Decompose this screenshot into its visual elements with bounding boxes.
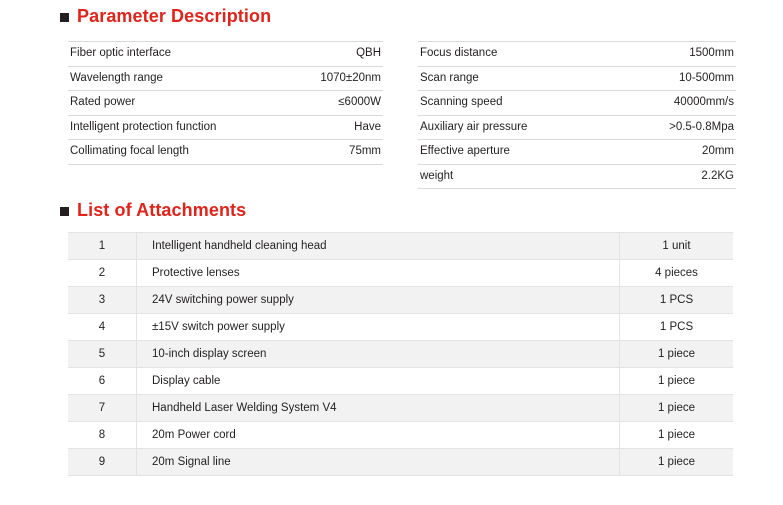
attachment-quantity: 1 piece <box>620 368 734 395</box>
spec-value: 2.2KG <box>614 164 736 189</box>
square-bullet-icon <box>60 207 69 216</box>
table-row <box>68 314 733 341</box>
table-row <box>418 91 736 116</box>
attachment-name: ±15V switch power supply <box>137 314 620 341</box>
table-row <box>68 287 733 314</box>
spec-label: Fiber optic interface <box>68 42 288 67</box>
attachment-index: 7 <box>68 395 137 422</box>
table-row <box>418 42 736 67</box>
attachment-name: Handheld Laser Welding System V4 <box>137 395 620 422</box>
attachment-name: Intelligent handheld cleaning head <box>137 233 620 260</box>
attachment-quantity: 1 piece <box>620 395 734 422</box>
spec-value: 1070±20nm <box>288 66 383 91</box>
spec-label: Intelligent protection function <box>68 115 288 140</box>
spec-label: Wavelength range <box>68 66 288 91</box>
attachment-index: 9 <box>68 449 137 476</box>
attachment-quantity: 1 PCS <box>620 287 734 314</box>
attachment-name: 20m Signal line <box>137 449 620 476</box>
spec-value: ≤6000W <box>288 91 383 116</box>
spec-value: 20mm <box>614 140 736 165</box>
attachment-quantity: 1 unit <box>620 233 734 260</box>
table-row <box>68 449 733 476</box>
attachment-index: 1 <box>68 233 137 260</box>
table-row <box>68 341 733 368</box>
section-heading-attachments <box>60 200 246 221</box>
attachment-name: Display cable <box>137 368 620 395</box>
attachment-index: 3 <box>68 287 137 314</box>
spec-value: Have <box>288 115 383 140</box>
spec-label: Effective aperture <box>418 140 614 165</box>
attachment-quantity: 1 piece <box>620 449 734 476</box>
spec-label: Collimating focal length <box>68 140 288 165</box>
attachment-name: Protective lenses <box>137 260 620 287</box>
table-row <box>418 140 736 165</box>
table-row <box>68 66 383 91</box>
section-heading-parameter <box>60 6 271 27</box>
spec-label: Scan range <box>418 66 614 91</box>
table-row <box>68 260 733 287</box>
attachment-index: 2 <box>68 260 137 287</box>
attachment-quantity: 4 pieces <box>620 260 734 287</box>
attachment-index: 6 <box>68 368 137 395</box>
spec-value: 75mm <box>288 140 383 165</box>
spec-value: 40000mm/s <box>614 91 736 116</box>
table-row <box>68 368 733 395</box>
table-row <box>418 115 736 140</box>
attachment-name: 10-inch display screen <box>137 341 620 368</box>
attachments-table <box>68 232 733 476</box>
attachment-quantity: 1 PCS <box>620 314 734 341</box>
table-row <box>68 91 383 116</box>
spec-label: Auxiliary air pressure <box>418 115 614 140</box>
attachment-quantity: 1 piece <box>620 422 734 449</box>
square-bullet-icon <box>60 13 69 22</box>
section-title-text: Parameter Description <box>77 6 272 26</box>
attachment-index: 5 <box>68 341 137 368</box>
spec-value: QBH <box>288 42 383 67</box>
spec-label: weight <box>418 164 614 189</box>
spec-label: Focus distance <box>418 42 614 67</box>
spec-value: 1500mm <box>614 42 736 67</box>
table-row <box>68 140 383 165</box>
attachment-quantity: 1 piece <box>620 341 734 368</box>
section-title-text: List of Attachments <box>77 200 247 220</box>
attachment-index: 8 <box>68 422 137 449</box>
table-row <box>68 233 733 260</box>
spec-value: >0.5-0.8Mpa <box>614 115 736 140</box>
table-row <box>418 164 736 189</box>
attachment-name: 24V switching power supply <box>137 287 620 314</box>
table-row <box>68 115 383 140</box>
attachment-index: 4 <box>68 314 137 341</box>
table-row <box>68 422 733 449</box>
table-row <box>418 66 736 91</box>
table-row <box>68 395 733 422</box>
spec-label: Rated power <box>68 91 288 116</box>
parameter-table-left <box>68 41 383 165</box>
parameter-table-right <box>418 41 736 189</box>
table-row <box>68 42 383 67</box>
spec-value: 10-500mm <box>614 66 736 91</box>
spec-label: Scanning speed <box>418 91 614 116</box>
attachment-name: 20m Power cord <box>137 422 620 449</box>
